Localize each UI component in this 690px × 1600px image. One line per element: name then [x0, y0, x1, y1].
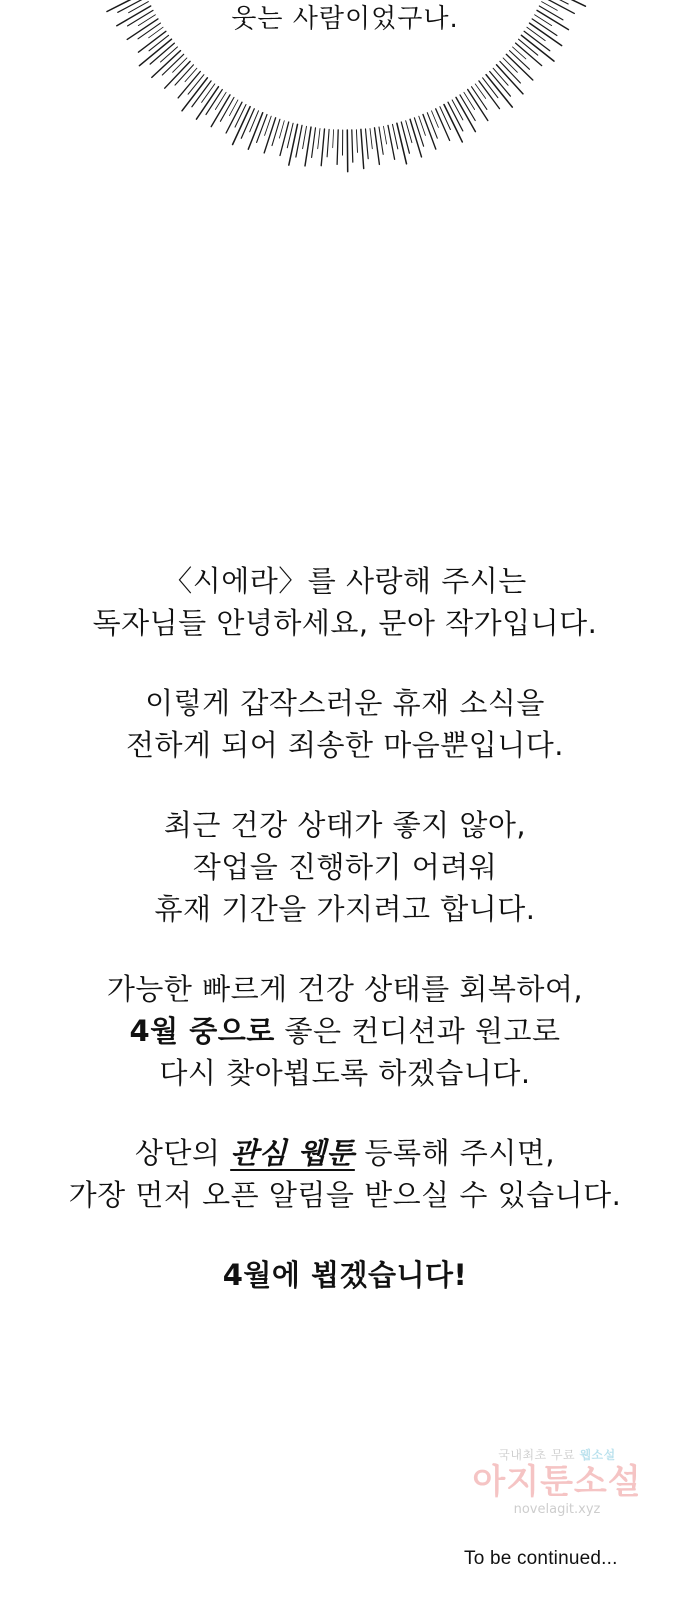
notice-line-subscribe: [0, 1132, 690, 1174]
burst-line: [327, 129, 329, 156]
burst-line: [264, 118, 275, 153]
burst-line: [493, 68, 508, 85]
burst-line: [333, 130, 334, 148]
burst-line: [444, 105, 462, 142]
burst-line: [182, 78, 207, 111]
burst-line: [280, 122, 289, 156]
burst-line: [211, 95, 230, 127]
notice-line: 휴재 기간을 가지려고 합니다.: [154, 892, 536, 926]
burst-line: [521, 35, 554, 61]
notice-apology: [0, 682, 690, 766]
notice-line-return-month: [0, 1010, 690, 1052]
hiatus-notice: [0, 560, 690, 1296]
burst-line: [152, 51, 181, 78]
notice-subscribe: [0, 1132, 690, 1216]
notice-line: 독자님들 안녕하세요, 문아 작가입니다.: [92, 606, 598, 640]
burst-line: [178, 72, 200, 98]
site-watermark: [462, 1448, 652, 1518]
burst-line: [352, 130, 353, 162]
burst-line: [479, 81, 500, 109]
burst-line: [303, 126, 307, 148]
burst-line: [503, 58, 517, 72]
notice-closing: 4월에 뵙겠습니다!: [222, 1258, 468, 1292]
burst-line: [196, 87, 218, 120]
favorite-webtoon-emphasis: 관심 웹툰: [230, 1136, 355, 1170]
notice-line: 가능한 빠르게 건강 상태를 회복하여,: [106, 972, 584, 1006]
notice-line: 최근 건강 상태가 좋지 않아,: [163, 808, 527, 842]
burst-line: [235, 105, 246, 128]
burst-line: [361, 129, 364, 168]
burst-line: [289, 124, 298, 165]
watermark-url: novelagit.xyz: [513, 1502, 601, 1517]
burst-line: [384, 126, 387, 144]
burst-line: [410, 119, 421, 157]
burst-line: [312, 128, 316, 158]
burst-line: [202, 84, 215, 103]
burst-line: [513, 47, 526, 59]
burst-line: [379, 127, 383, 154]
return-month-emphasis: 4월 중으로: [129, 1014, 275, 1048]
burst-line: [423, 115, 436, 150]
burst-line: [516, 43, 542, 66]
burst-line: [440, 107, 451, 130]
burst-line: [366, 129, 369, 159]
burst-line: [456, 97, 475, 131]
burst-line: [393, 124, 398, 148]
notice-return-plan: [0, 968, 690, 1094]
burst-line: [321, 129, 324, 166]
burst-line: [397, 123, 407, 164]
burst-line: [185, 68, 197, 82]
burst-line: [464, 92, 475, 109]
watermark-tagline-prefix: 국내최초 무료: [498, 1448, 580, 1462]
burst-line: [215, 92, 226, 109]
burst-line: [220, 97, 234, 121]
burst-line: [370, 129, 372, 149]
notice-line: 전하게 되어 죄송한 마음뿐입니다.: [125, 728, 565, 762]
watermark-tagline-accent: 웹소설: [579, 1448, 616, 1462]
notice-line: 가장 먼저 오픈 알림을 받으실 수 있습니다.: [68, 1178, 622, 1212]
burst-line: [165, 61, 190, 88]
subscribe-post: 등록해 주시면,: [354, 1136, 556, 1170]
notice-line-rest: 좋은 컨디션과 원고로: [274, 1014, 561, 1048]
burst-line: [305, 127, 311, 166]
burst-line: [375, 128, 380, 165]
notice-line: 〈시에라〉를 사랑해 주시는: [163, 564, 527, 598]
burst-line: [161, 47, 178, 62]
watermark-tagline: [462, 1448, 652, 1462]
burst-line: [486, 75, 512, 107]
notice-reason: [0, 804, 690, 930]
notice-greeting: [0, 560, 690, 644]
burst-line: [337, 130, 338, 165]
burst-line: [497, 65, 524, 94]
burst-line: [279, 121, 284, 138]
burst-line: [257, 115, 267, 143]
burst-line: [414, 118, 423, 146]
burst-line: [427, 113, 437, 139]
burst-line: [475, 84, 486, 99]
burst-line: [287, 123, 293, 147]
watermark-logo-text: 아지툰소설: [472, 1462, 642, 1502]
burst-line: [318, 129, 320, 149]
burst-line: [468, 90, 488, 121]
burst-line: [356, 130, 357, 153]
burst-line: [173, 58, 187, 72]
burst-line: [452, 100, 463, 120]
burst-line: [139, 39, 171, 65]
speech-bubble-burst: [0, 0, 690, 200]
burst-line: [506, 54, 533, 80]
bubble-dialogue: 웃는 사람이었구나.: [231, 4, 459, 34]
notice-line: 이렇게 갑작스러운 휴재 소식을: [145, 686, 545, 720]
to-be-continued-label: To be continued...: [464, 1548, 618, 1569]
subscribe-pre: 상단의: [134, 1136, 231, 1170]
notice-line: 다시 찾아뵙도록 하겠습니다.: [159, 1056, 531, 1090]
notice-line: 작업을 진행하기 어려워: [192, 850, 498, 884]
